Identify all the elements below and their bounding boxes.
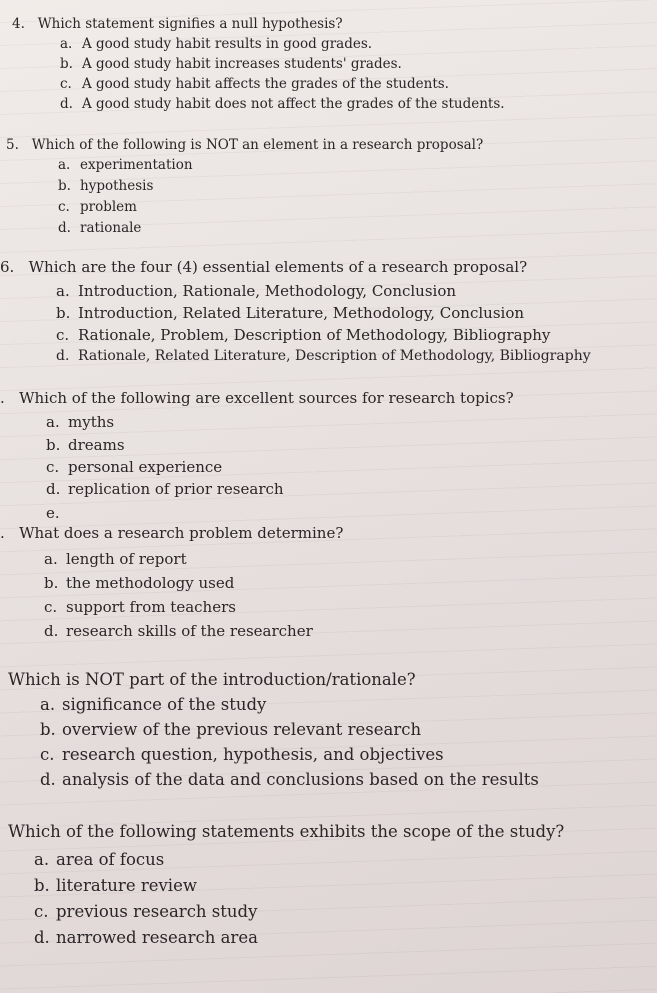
question-stem: Which is NOT part of the introduction/rationale?: [8, 670, 416, 689]
option-d: d. rationale: [58, 220, 142, 236]
option-b: b. the methodology used: [44, 574, 235, 592]
option-c: c. research question, hypothesis, and objectives: [40, 745, 444, 764]
option-b: b. overview of the previous relevant research: [40, 720, 422, 739]
option-d: d. narrowed research area: [34, 928, 258, 947]
option-d: d. analysis of the data and conclusions based on the results: [40, 770, 539, 789]
question-stem: 6. Which are the four (4) essential elements of a research proposal?: [0, 258, 528, 276]
option-c: c. support from teachers: [44, 598, 236, 616]
option-d: d. research skills of the researcher: [44, 622, 313, 640]
option-d: d. Rationale, Related Literature, Description of Methodology, Bibliography: [56, 348, 591, 364]
option-c: c. Rationale, Problem, Description of Methodology, Bibliography: [56, 326, 551, 344]
option-a: a. A good study habit results in good grades.: [60, 36, 373, 52]
question-stem: . What does a research problem determine?: [0, 524, 344, 542]
option-a: a. myths: [46, 413, 115, 431]
option-a: a. experimentation: [58, 157, 193, 173]
option-b: b. hypothesis: [58, 178, 154, 194]
option-e: e.: [46, 504, 60, 522]
option-a: a. Introduction, Rationale, Methodology, Conclusion: [56, 282, 457, 300]
option-c: c. previous research study: [34, 902, 258, 921]
option-b: b. dreams: [46, 436, 125, 454]
option-c: c. personal experience: [46, 458, 223, 476]
option-b: b. Introduction, Related Literature, Methodology, Conclusion: [56, 304, 525, 322]
option-c: c. problem: [58, 199, 137, 215]
option-a: a. area of focus: [34, 850, 165, 869]
option-d: d. replication of prior research: [46, 480, 284, 498]
question-stem: Which of the following statements exhibits the scope of the study?: [8, 822, 565, 841]
option-a: a. length of report: [44, 550, 187, 568]
option-c: c. A good study habit affects the grades of the students.: [60, 76, 449, 92]
option-b: b. A good study habit increases students' grades.: [60, 56, 402, 72]
option-d: d. A good study habit does not affect the grades of the students.: [60, 96, 505, 112]
question-stem: 5. Which of the following is NOT an element in a research proposal?: [6, 137, 484, 153]
question-stem: 4. Which statement signifies a null hypothesis?: [12, 16, 343, 32]
option-a: a. significance of the study: [40, 695, 267, 714]
question-stem: . Which of the following are excellent sources for research topics?: [0, 389, 514, 407]
option-b: b. literature review: [34, 876, 197, 895]
